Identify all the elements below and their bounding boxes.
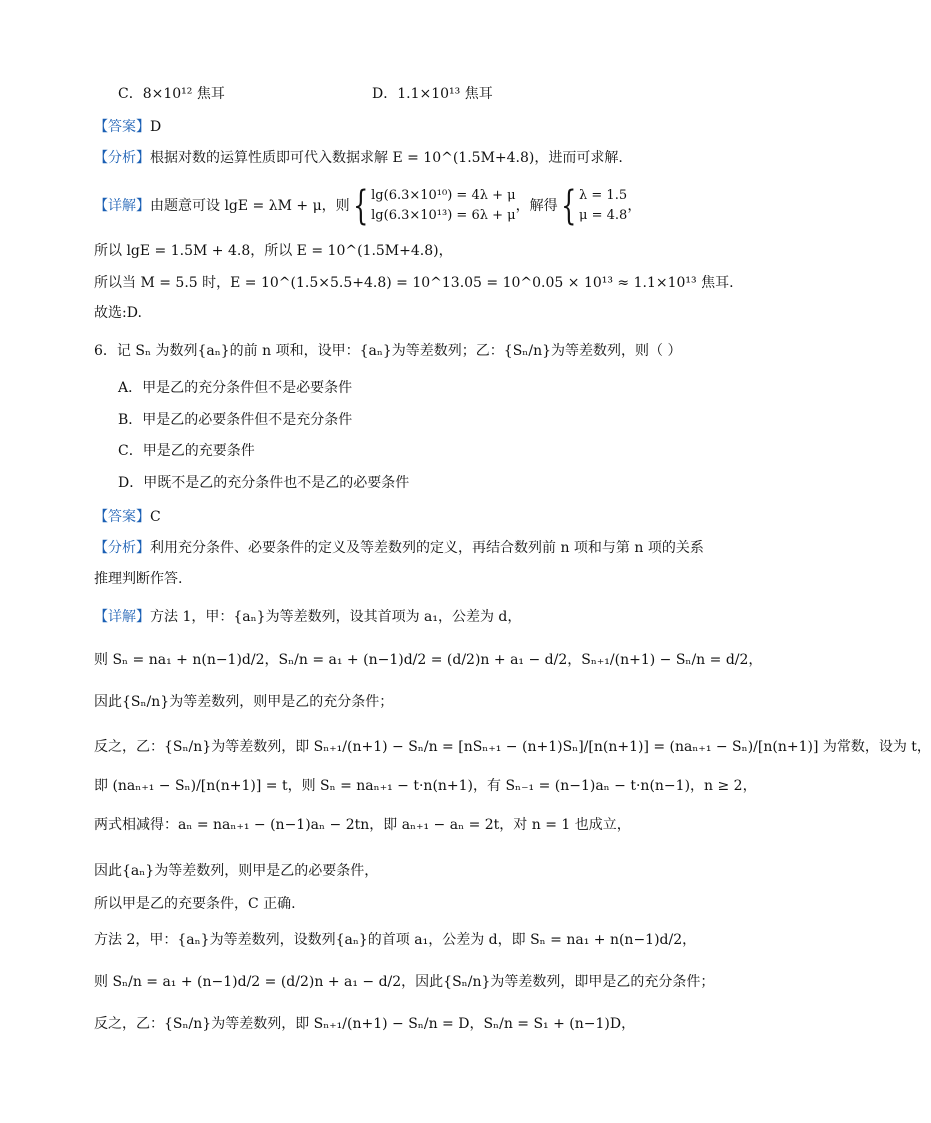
text-line: 因此{Sₙ/n}为等差数列，则甲是乙的充分条件；: [94, 694, 394, 710]
left-brace: {: [352, 183, 369, 229]
equation-system: lg(6.3×10¹⁰) = 4λ + μ lg(6.3×10¹³) = 6λ + μ: [371, 188, 516, 223]
text-line: 反之，乙：{Sₙ/n}为等差数列，即 Sₙ₊₁/(n+1) − Sₙ/n = D，Sₙ/n = S₁ + (n−1)D，: [94, 1016, 636, 1032]
option-b: B．甲是乙的必要条件但不是充分条件: [118, 412, 353, 428]
text-line: 因此{aₙ}为等差数列，则甲是乙的必要条件，: [94, 863, 379, 879]
text-line: 所以甲是乙的充要条件，C 正确.: [94, 896, 296, 912]
option-d: D．1.1×10¹³ 焦耳: [372, 86, 493, 102]
detail-line: 【详解】由题意可设 lgE = λM + μ，则{ lg(6.3×10¹⁰) = 4λ + μ lg(6.3×10¹³) = 6λ + μ ，解得{ λ = 1.5 μ = 4.8 ，: [94, 183, 642, 229]
option-a: A．甲是乙的充分条件但不是必要条件: [118, 380, 353, 396]
option-c: C．8×10¹² 焦耳: [118, 86, 225, 102]
detail-tag: 【详解】: [94, 609, 150, 625]
text-line: 则 Sₙ = na₁ + n(n−1)d/2，Sₙ/n = a₁ + (n−1)d/2 = (d/2)n + a₁ − d/2，Sₙ₊₁/(n+1) − Sₙ/n = d/2，: [94, 652, 763, 668]
text-line: 即 (naₙ₊₁ − Sₙ)/[n(n+1)] = t，则 Sₙ = naₙ₊₁ − t·n(n+1)，有 Sₙ₋₁ = (n−1)aₙ − t·n(n−1)，n ≥ 2，: [94, 778, 757, 794]
analysis-line-2: 推理判断作答.: [94, 571, 183, 587]
analysis-tag: 【分析】: [94, 540, 150, 556]
text-line: 所以 lgE = 1.5M + 4.8，所以 E = 10^(1.5M+4.8)，: [94, 243, 453, 259]
text-line: 所以当 M = 5.5 时，E = 10^(1.5×5.5+4.8) = 10^13.05 = 10^0.05 × 10¹³ ≈ 1.1×10¹³ 焦耳.: [94, 275, 734, 291]
text-line: 两式相减得：aₙ = naₙ₊₁ − (n−1)aₙ − 2tn，即 aₙ₊₁ − aₙ = 2t，对 n = 1 也成立，: [94, 817, 631, 833]
analysis-line: 【分析】根据对数的运算性质即可代入数据求解 E = 10^(1.5M+4.8)，进而可求解.: [94, 150, 623, 166]
text-line: 反之，乙：{Sₙ/n}为等差数列，即 Sₙ₊₁/(n+1) − Sₙ/n = [nSₙ₊₁ − (n+1)Sₙ]/[n(n+1)] = (naₙ₊₁ − Sₙ)/[n(n+1)] 为常数，设为 t，: [94, 739, 931, 755]
analysis-line: 【分析】利用充分条件、必要条件的定义及等差数列的定义，再结合数列前 n 项和与第 n 项的关系: [94, 540, 704, 556]
answer-line: 【答案】C: [94, 509, 161, 525]
text-line: 则 Sₙ/n = a₁ + (n−1)d/2 = (d/2)n + a₁ − d/2，因此{Sₙ/n}为等差数列，即甲是乙的充分条件；: [94, 974, 715, 990]
detail-tag: 【详解】: [94, 198, 150, 214]
text-line: 方法 2，甲：{aₙ}为等差数列，设数列{aₙ}的首项 a₁，公差为 d，即 Sₙ = na₁ + n(n−1)d/2，: [94, 932, 697, 948]
analysis-tag: 【分析】: [94, 150, 150, 166]
option-d: D．甲既不是乙的充分条件也不是乙的必要条件: [118, 475, 410, 491]
answer-tag: 【答案】: [94, 119, 150, 135]
question-stem: 6．记 Sₙ 为数列{aₙ}的前 n 项和，设甲：{aₙ}为等差数列；乙：{Sₙ/n}为等差数列，则（ ）: [94, 343, 682, 359]
detail-line: 【详解】方法 1，甲：{aₙ}为等差数列，设其首项为 a₁，公差为 d，: [94, 609, 522, 625]
left-brace: {: [560, 183, 576, 229]
option-c: C．甲是乙的充要条件: [118, 443, 255, 459]
answer-tag: 【答案】: [94, 509, 150, 525]
answer-line: 【答案】D: [94, 119, 162, 135]
text-line: 故选:D.: [94, 305, 142, 321]
solution-system: λ = 1.5 μ = 4.8: [579, 188, 628, 223]
